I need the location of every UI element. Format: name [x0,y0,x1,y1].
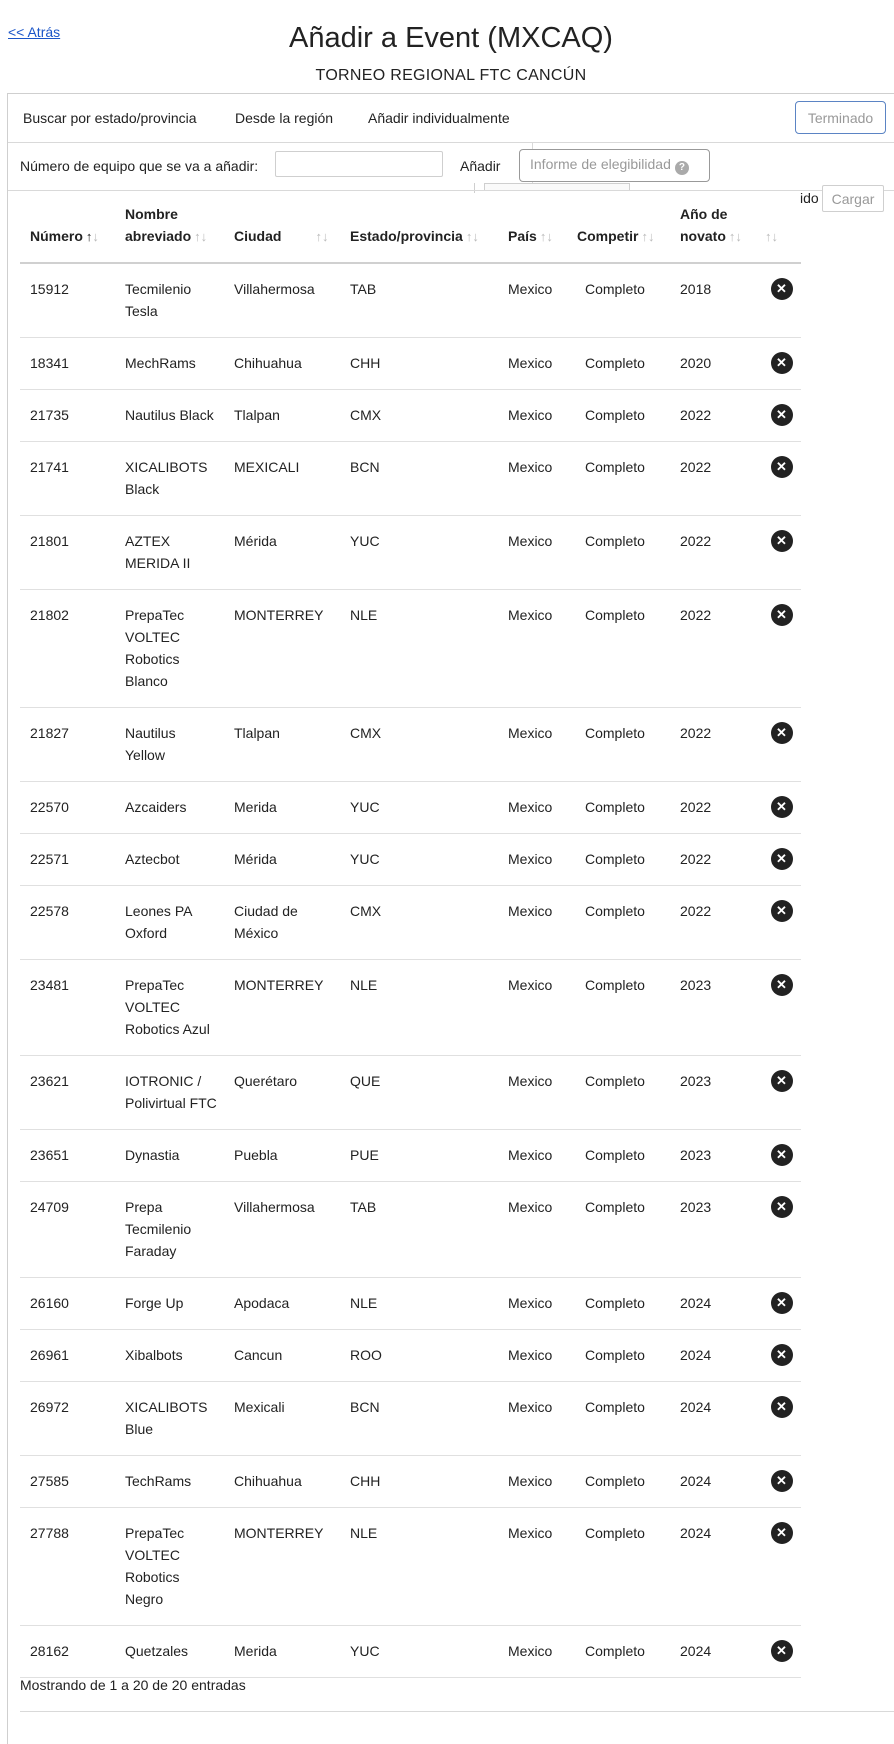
team-compete-cell: Completo [567,1330,670,1382]
team-rookie-year-cell: 2022 [670,834,752,886]
remove-team-cell [752,1330,801,1382]
remove-team-cell [752,886,801,960]
team-compete-cell: Completo [567,782,670,834]
table-info: Mostrando de 1 a 20 de 20 entradas [20,1677,246,1693]
team-country-cell: Mexico [498,516,567,590]
page-title: Añadir a Event (MXCAQ) [289,22,613,54]
remove-team-icon[interactable]: ✕ [771,722,793,744]
team-city-cell: Tlalpan [224,390,340,442]
team-city-cell: MONTERREY [224,590,340,708]
column-header-city[interactable]: Ciudad ↑↓ [224,195,340,263]
team-name-cell: Leones PA Oxford [115,886,224,960]
team-city-cell: Tlalpan [224,708,340,782]
sort-icon: ↑↓ [641,229,655,244]
remove-team-icon[interactable]: ✕ [771,604,793,626]
team-state-cell: YUC [340,782,498,834]
team-number-cell: 22578 [20,886,115,960]
team-number-cell: 24709 [20,1182,115,1278]
team-city-cell: Mérida [224,834,340,886]
team-name-cell: Xibalbots [115,1330,224,1382]
event-subtitle: TORNEO REGIONAL FTC CANCÚN [315,67,587,84]
remove-team-icon[interactable]: ✕ [771,530,793,552]
team-country-cell: Mexico [498,1508,567,1626]
team-number-cell: 23651 [20,1130,115,1182]
team-rookie-year-cell: 2024 [670,1626,752,1678]
team-name-cell: Prepa Tecmilenio Faraday [115,1182,224,1278]
team-compete-cell: Completo [567,263,670,338]
remove-team-cell [752,338,801,390]
team-number-cell: 21827 [20,708,115,782]
team-state-cell: CMX [340,886,498,960]
team-city-cell: Apodaca [224,1278,340,1330]
table-row [20,960,801,1056]
team-country-cell: Mexico [498,590,567,708]
team-number-cell: 21801 [20,516,115,590]
team-country-cell: Mexico [498,1626,567,1678]
team-rookie-year-cell: 2023 [670,1130,752,1182]
team-state-cell: CHH [340,338,498,390]
tab-bar [8,94,894,143]
team-state-cell: CMX [340,708,498,782]
team-rookie-year-cell: 2022 [670,442,752,516]
column-header-country[interactable]: País ↑↓ [498,195,567,263]
team-city-cell: Merida [224,1626,340,1678]
sort-icon: ↑↓ [765,229,778,244]
team-rookie-year-cell: 2022 [670,886,752,960]
remove-team-icon[interactable]: ✕ [771,456,793,478]
remove-team-icon[interactable]: ✕ [771,1344,793,1366]
back-link[interactable]: << Atrás [8,24,61,40]
team-number-cell: 26972 [20,1382,115,1456]
team-state-cell: PUE [340,1130,498,1182]
remove-team-icon[interactable]: ✕ [771,404,793,426]
team-number-cell: 27585 [20,1456,115,1508]
remove-team-cell [752,390,801,442]
team-city-cell: Cancun [224,1330,340,1382]
table-row [20,1626,801,1678]
team-number-cell: 21741 [20,442,115,516]
team-city-cell: Villahermosa [224,263,340,338]
table-row [20,886,801,960]
table-header-row [20,195,801,263]
team-rookie-year-cell: 2023 [670,960,752,1056]
team-country-cell: Mexico [498,960,567,1056]
team-state-cell: TAB [340,263,498,338]
team-compete-cell: Completo [567,960,670,1056]
sort-icon: ↑↓ [465,229,479,244]
remove-team-cell [752,708,801,782]
team-name-cell: Nautilus Black [115,390,224,442]
sort-icon: ↑↓ [315,229,329,244]
team-name-cell: Aztecbot [115,834,224,886]
team-country-cell: Mexico [498,1330,567,1382]
team-number-cell: 15912 [20,263,115,338]
column-header-actions[interactable] [752,195,801,263]
remove-team-icon[interactable]: ✕ [771,848,793,870]
remove-team-cell [752,1278,801,1330]
remove-team-cell [752,1056,801,1130]
remove-team-icon[interactable]: ✕ [771,1470,793,1492]
team-country-cell: Mexico [498,834,567,886]
team-country-cell: Mexico [498,1130,567,1182]
team-country-cell: Mexico [498,886,567,960]
team-rookie-year-cell: 2022 [670,390,752,442]
table-row [20,590,801,708]
team-rookie-year-cell: 2024 [670,1382,752,1456]
table-row [20,338,801,390]
team-city-cell: Mexicali [224,1382,340,1456]
bottom-rule [20,1711,894,1712]
team-state-cell: NLE [340,590,498,708]
team-country-cell: Mexico [498,263,567,338]
team-compete-cell: Completo [567,1626,670,1678]
team-compete-cell: Completo [567,338,670,390]
team-number-cell: 27788 [20,1508,115,1626]
team-number-cell: 22571 [20,834,115,886]
table-row [20,390,801,442]
team-compete-cell: Completo [567,708,670,782]
team-rookie-year-cell: 2022 [670,782,752,834]
table-row [20,1456,801,1508]
table-row [20,1508,801,1626]
team-state-cell: CHH [340,1456,498,1508]
team-name-cell: AZTEX MERIDA II [115,516,224,590]
remove-team-cell [752,516,801,590]
team-rookie-year-cell: 2020 [670,338,752,390]
team-name-cell: IOTRONIC / Polivirtual FTC [115,1056,224,1130]
load-button[interactable]: Cargar [822,185,884,212]
team-name-cell: XICALIBOTS Blue [115,1382,224,1456]
remove-team-cell [752,1130,801,1182]
team-compete-cell: Completo [567,834,670,886]
remove-team-cell [752,263,801,338]
team-name-cell: TechRams [115,1456,224,1508]
team-state-cell: TAB [340,1182,498,1278]
team-number-cell: 26961 [20,1330,115,1382]
column-header-compete[interactable]: Competir ↑↓ [567,195,670,263]
remove-team-icon[interactable]: ✕ [771,278,793,300]
team-city-cell: Merida [224,782,340,834]
team-country-cell: Mexico [498,1056,567,1130]
remove-team-cell [752,834,801,886]
team-rows [20,263,801,1678]
load-file-label: ido [800,190,819,206]
remove-team-cell [752,1508,801,1626]
team-compete-cell: Completo [567,442,670,516]
team-country-cell: Mexico [498,1382,567,1456]
team-number-cell: 21735 [20,390,115,442]
team-city-cell: Chihuahua [224,338,340,390]
remove-team-icon[interactable]: ✕ [771,1522,793,1544]
team-city-cell: MONTERREY [224,1508,340,1626]
team-name-cell: Quetzales [115,1626,224,1678]
sort-icon: ↑↓ [539,229,553,244]
team-number-cell: 22570 [20,782,115,834]
table-row [20,516,801,590]
team-rookie-year-cell: 2023 [670,1182,752,1278]
team-compete-cell: Completo [567,1508,670,1626]
remove-team-icon[interactable]: ✕ [771,1196,793,1218]
team-number-cell: 21802 [20,590,115,708]
sort-icon: ↑↓ [728,229,742,244]
team-state-cell: YUC [340,516,498,590]
overlay-divider [474,183,475,193]
team-state-cell: BCN [340,1382,498,1456]
team-state-cell: NLE [340,1508,498,1626]
team-country-cell: Mexico [498,338,567,390]
team-country-cell: Mexico [498,782,567,834]
remove-team-icon[interactable]: ✕ [771,1144,793,1166]
remove-team-cell [752,960,801,1056]
remove-team-icon[interactable]: ✕ [771,974,793,996]
remove-team-cell [752,590,801,708]
table-row [20,782,801,834]
team-state-cell: YUC [340,1626,498,1678]
remove-team-cell [752,1182,801,1278]
add-button[interactable]: Añadir [460,158,501,174]
team-state-cell: CMX [340,390,498,442]
remove-team-icon[interactable]: ✕ [771,352,793,374]
table-row [20,1330,801,1382]
column-header-state[interactable]: Estado/provincia ↑↓ [340,195,498,263]
sort-icon: ↑↓ [194,229,208,244]
team-state-cell: QUE [340,1056,498,1130]
team-country-cell: Mexico [498,708,567,782]
team-state-cell: YUC [340,834,498,886]
team-country-cell: Mexico [498,1278,567,1330]
help-icon: ? [675,161,689,175]
team-compete-cell: Completo [567,1456,670,1508]
table-row [20,834,801,886]
team-number-input[interactable] [275,151,443,177]
team-rookie-year-cell: 2024 [670,1508,752,1626]
team-city-cell: Querétaro [224,1056,340,1130]
eligibility-report-button[interactable] [519,149,710,182]
remove-team-cell [752,442,801,516]
team-number-cell: 23481 [20,960,115,1056]
team-name-cell: Dynastia [115,1130,224,1182]
column-header-number[interactable]: Número ↑↓ [20,195,115,263]
team-state-cell: NLE [340,1278,498,1330]
table-top-rule [8,190,894,191]
team-name-cell: Azcaiders [115,782,224,834]
team-compete-cell: Completo [567,590,670,708]
team-city-cell: MONTERREY [224,960,340,1056]
team-compete-cell: Completo [567,516,670,590]
team-name-cell: MechRams [115,338,224,390]
remove-team-icon[interactable]: ✕ [771,1396,793,1418]
team-compete-cell: Completo [567,886,670,960]
team-city-cell: MEXICALI [224,442,340,516]
team-rookie-year-cell: 2023 [670,1056,752,1130]
table-row [20,1382,801,1456]
remove-team-cell [752,782,801,834]
team-compete-cell: Completo [567,1278,670,1330]
tab-add-individually[interactable]: Añadir individualmente [368,110,510,126]
remove-team-cell [752,1382,801,1456]
remove-team-icon[interactable]: ✕ [771,1070,793,1092]
team-country-cell: Mexico [498,1456,567,1508]
team-rookie-year-cell: 2024 [670,1330,752,1382]
done-button[interactable]: Terminado [795,101,886,134]
team-city-cell: Chihuahua [224,1456,340,1508]
remove-team-cell [752,1626,801,1678]
team-rookie-year-cell: 2022 [670,590,752,708]
team-number-cell: 28162 [20,1626,115,1678]
team-name-cell: PrepaTec VOLTEC Robotics Azul [115,960,224,1056]
table-row [20,1130,801,1182]
team-compete-cell: Completo [567,1382,670,1456]
table-row [20,442,801,516]
team-country-cell: Mexico [498,390,567,442]
remove-team-cell [752,1456,801,1508]
team-number-cell: 18341 [20,338,115,390]
team-number-cell: 23621 [20,1056,115,1130]
table-row [20,708,801,782]
table-row [20,263,801,338]
tab-search-by-state[interactable]: Buscar por estado/provincia [23,110,197,126]
team-rookie-year-cell: 2022 [670,708,752,782]
team-city-cell: Ciudad de México [224,886,340,960]
team-rookie-year-cell: 2024 [670,1456,752,1508]
team-number-cell: 26160 [20,1278,115,1330]
team-compete-cell: Completo [567,390,670,442]
eligibility-report-label: Informe de elegibilidad [530,156,671,172]
team-compete-cell: Completo [567,1182,670,1278]
column-header-rookie-year[interactable]: Año de novato ↑↓ [670,195,752,263]
team-name-cell: Nautilus Yellow [115,708,224,782]
sort-asc-icon: ↑↓ [85,229,99,244]
team-city-cell: Puebla [224,1130,340,1182]
table-row [20,1182,801,1278]
remove-team-icon[interactable]: ✕ [771,1640,793,1662]
remove-team-icon[interactable]: ✕ [771,796,793,818]
team-state-cell: ROO [340,1330,498,1382]
team-name-cell: Tecmilenio Tesla [115,263,224,338]
column-header-short-name[interactable]: Nombre abreviado ↑↓ [115,195,224,263]
remove-team-icon[interactable]: ✕ [771,900,793,922]
team-city-cell: Villahermosa [224,1182,340,1278]
team-number-label: Número de equipo que se va a añadir: [20,158,259,174]
team-state-cell: BCN [340,442,498,516]
teams-table [20,195,801,1678]
team-compete-cell: Completo [567,1056,670,1130]
team-country-cell: Mexico [498,1182,567,1278]
table-row [20,1278,801,1330]
team-name-cell: PrepaTec VOLTEC Robotics Blanco [115,590,224,708]
team-city-cell: Mérida [224,516,340,590]
team-rookie-year-cell: 2024 [670,1278,752,1330]
team-name-cell: XICALIBOTS Black [115,442,224,516]
table-row [20,1056,801,1130]
team-state-cell: NLE [340,960,498,1056]
team-country-cell: Mexico [498,442,567,516]
team-name-cell: PrepaTec VOLTEC Robotics Negro [115,1508,224,1626]
remove-team-icon[interactable]: ✕ [771,1292,793,1314]
team-rookie-year-cell: 2018 [670,263,752,338]
team-compete-cell: Completo [567,1130,670,1182]
tab-from-region[interactable]: Desde la región [235,110,334,126]
team-rookie-year-cell: 2022 [670,516,752,590]
team-name-cell: Forge Up [115,1278,224,1330]
